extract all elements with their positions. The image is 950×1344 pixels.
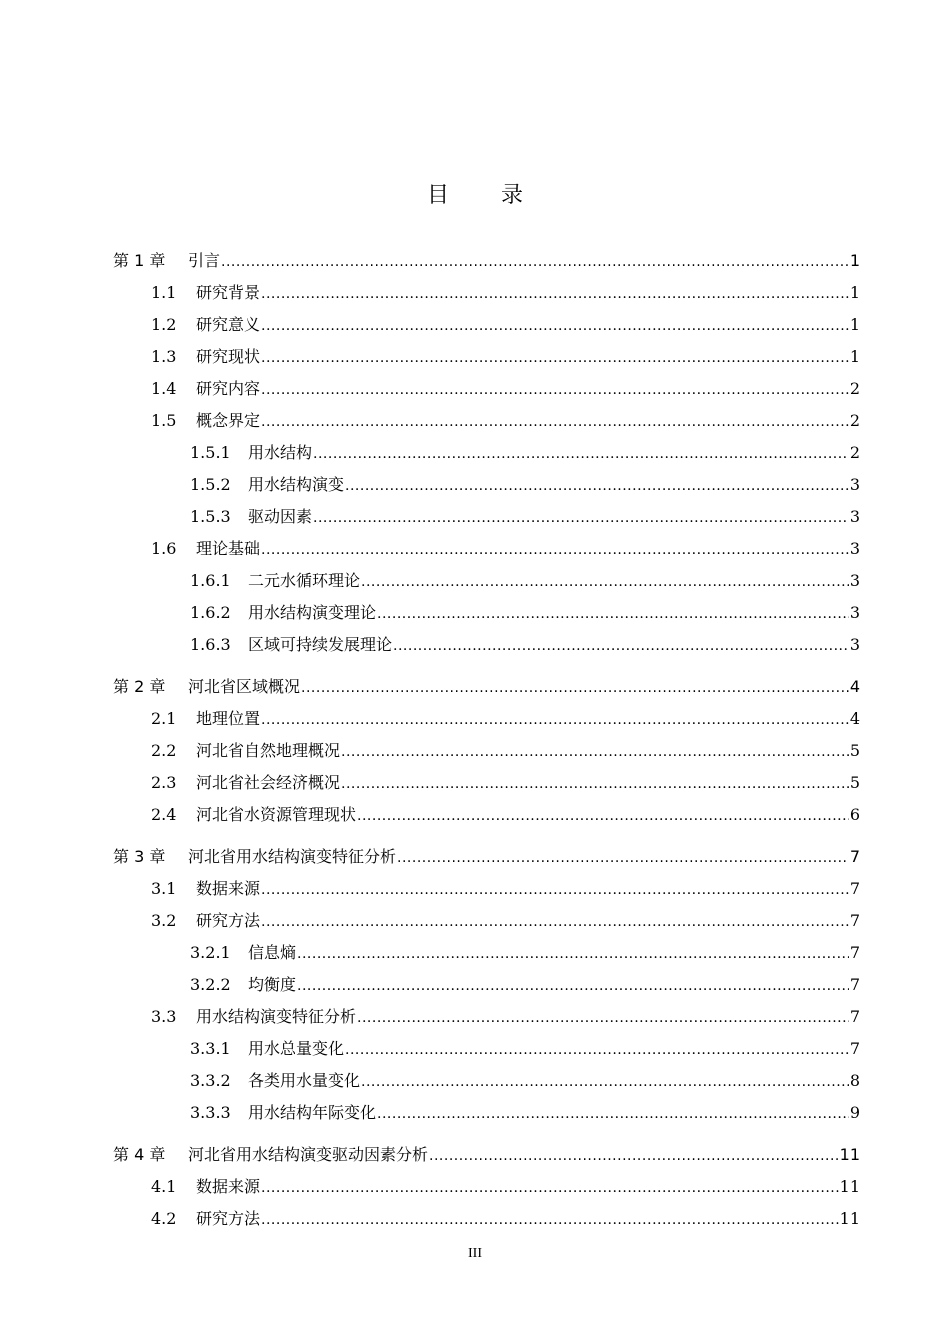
toc-entry-page: 3 — [849, 571, 860, 590]
toc-leader-dots — [345, 1039, 849, 1058]
toc-entry-number: 3.3.2 — [190, 1071, 231, 1090]
table-of-contents — [113, 248, 860, 1238]
toc-entry-title: 数据来源 — [196, 1177, 261, 1196]
toc-entry-title: 研究意义 — [196, 315, 261, 334]
toc-entry-number: 1.4 — [151, 379, 177, 398]
toc-entry-page: 2 — [849, 411, 860, 430]
toc-entry-page: 3 — [849, 539, 860, 558]
toc-leader-dots — [261, 315, 849, 334]
toc-title — [0, 178, 950, 209]
toc-title-left: 目 — [426, 183, 449, 208]
toc-leader-dots — [261, 347, 849, 366]
toc-leader-dots — [261, 539, 849, 558]
toc-entry-number: 1.5.1 — [190, 443, 231, 462]
toc-section-entry[interactable] — [113, 908, 860, 940]
toc-leader-dots — [341, 773, 849, 792]
toc-section-entry[interactable] — [113, 1100, 860, 1132]
toc-entry-number: 1.5 — [151, 411, 177, 430]
toc-entry-page: 3 — [849, 603, 860, 622]
toc-section-entry[interactable] — [113, 940, 860, 972]
toc-entry-number: 1.1 — [151, 283, 177, 302]
toc-section-entry[interactable] — [113, 706, 860, 738]
toc-leader-dots — [357, 805, 849, 824]
toc-entry-title: 数据来源 — [196, 879, 261, 898]
toc-entry-title: 各类用水量变化 — [248, 1071, 361, 1090]
toc-leader-dots — [313, 507, 849, 526]
toc-entry-number: 4.1 — [151, 1177, 177, 1196]
toc-leader-dots — [345, 475, 849, 494]
toc-entry-page: 4 — [849, 709, 860, 728]
toc-entry-number: 2.1 — [151, 709, 177, 728]
toc-entry-number: 3.2.1 — [190, 943, 231, 962]
toc-entry-title: 概念界定 — [196, 411, 261, 430]
toc-entry-title: 研究现状 — [196, 347, 261, 366]
toc-entry-title: 研究方法 — [196, 911, 261, 930]
toc-leader-dots — [377, 1103, 849, 1122]
toc-entry-page: 11 — [839, 1145, 860, 1164]
toc-entry-page: 5 — [849, 741, 860, 760]
toc-leader-dots — [377, 603, 849, 622]
toc-entry-number: 3.3.1 — [190, 1039, 231, 1058]
toc-entry-number: 2.3 — [151, 773, 177, 792]
toc-section-entry[interactable] — [113, 312, 860, 344]
toc-entry-title: 研究背景 — [196, 283, 261, 302]
toc-entry-title: 研究内容 — [196, 379, 261, 398]
toc-entry-title: 研究方法 — [196, 1209, 261, 1228]
toc-entry-number: 3.3 — [151, 1007, 177, 1026]
toc-section-entry[interactable] — [113, 472, 860, 504]
toc-leader-dots — [393, 635, 849, 654]
toc-section-entry[interactable] — [113, 802, 860, 834]
toc-leader-dots — [261, 879, 849, 898]
toc-leader-dots — [361, 571, 849, 590]
toc-entry-page: 11 — [839, 1177, 860, 1196]
toc-entry-title: 用水结构演变 — [248, 475, 345, 494]
toc-leader-dots — [297, 943, 849, 962]
toc-entry-title: 二元水循环理论 — [248, 571, 361, 590]
toc-entry-number: 3.2 — [151, 911, 177, 930]
toc-leader-dots — [261, 709, 849, 728]
toc-entry-page: 7 — [849, 847, 860, 866]
toc-section-entry[interactable] — [113, 568, 860, 600]
toc-entry-page: 1 — [849, 347, 860, 366]
toc-entry-title: 用水结构演变理论 — [248, 603, 377, 622]
toc-entry-page: 1 — [849, 283, 860, 302]
toc-section-entry[interactable] — [113, 876, 860, 908]
toc-leader-dots — [313, 443, 849, 462]
toc-entry-number: 第 1 章 — [113, 251, 166, 270]
toc-section-entry[interactable] — [113, 632, 860, 664]
toc-leader-dots — [397, 847, 849, 866]
toc-section-entry[interactable] — [113, 280, 860, 312]
toc-entry-page: 7 — [849, 879, 860, 898]
toc-entry-page: 3 — [849, 507, 860, 526]
toc-section-entry[interactable] — [113, 770, 860, 802]
toc-leader-dots — [261, 911, 849, 930]
toc-entry-number: 1.5.2 — [190, 475, 231, 494]
toc-entry-number: 1.6 — [151, 539, 177, 558]
toc-title-right: 录 — [501, 183, 524, 208]
toc-entry-title: 用水结构 — [248, 443, 313, 462]
toc-entry-page: 11 — [839, 1209, 860, 1228]
toc-entry-title: 河北省自然地理概况 — [196, 741, 341, 760]
toc-entry-number: 3.3.3 — [190, 1103, 231, 1122]
toc-entry-page: 3 — [849, 635, 860, 654]
toc-section-entry[interactable] — [113, 504, 860, 536]
toc-entry-page: 1 — [849, 251, 860, 270]
toc-leader-dots — [261, 379, 849, 398]
toc-entry-title: 用水总量变化 — [248, 1039, 345, 1058]
page-number-footer: III — [468, 1246, 482, 1261]
toc-section-entry[interactable] — [113, 600, 860, 632]
toc-entry-number: 1.3 — [151, 347, 177, 366]
toc-entry-title: 地理位置 — [196, 709, 261, 728]
toc-section-entry[interactable] — [113, 1174, 860, 1206]
toc-entry-page: 7 — [849, 1007, 860, 1026]
toc-entry-page: 7 — [849, 943, 860, 962]
toc-entry-title: 河北省社会经济概况 — [196, 773, 341, 792]
toc-section-entry[interactable] — [113, 344, 860, 376]
toc-section-entry[interactable] — [113, 972, 860, 1004]
toc-entry-page: 7 — [849, 975, 860, 994]
toc-entry-title: 河北省用水结构演变特征分析 — [188, 847, 397, 866]
toc-entry-page: 9 — [849, 1103, 860, 1122]
toc-entry-page: 7 — [849, 911, 860, 930]
toc-entry-title: 均衡度 — [248, 975, 297, 994]
toc-entry-number: 第 2 章 — [113, 677, 166, 696]
toc-chapter-entry[interactable] — [113, 1142, 860, 1174]
toc-entry-number: 4.2 — [151, 1209, 177, 1228]
toc-section-entry[interactable] — [113, 536, 860, 568]
toc-chapter-entry[interactable] — [113, 674, 860, 706]
toc-entry-title: 河北省用水结构演变驱动因素分析 — [188, 1145, 429, 1164]
toc-chapter-entry[interactable] — [113, 844, 860, 876]
toc-entry-number: 1.6.1 — [190, 571, 231, 590]
toc-entry-number: 1.6.3 — [190, 635, 231, 654]
toc-entry-title: 河北省水资源管理现状 — [196, 805, 357, 824]
toc-chapter-entry[interactable] — [113, 248, 860, 280]
toc-section-entry[interactable] — [113, 440, 860, 472]
toc-entry-page: 6 — [849, 805, 860, 824]
toc-entry-number: 3.2.2 — [190, 975, 231, 994]
toc-entry-page: 2 — [849, 443, 860, 462]
toc-leader-dots — [261, 1177, 839, 1196]
toc-leader-dots — [301, 677, 849, 696]
toc-entry-title: 用水结构演变特征分析 — [196, 1007, 357, 1026]
toc-entry-title: 河北省区域概况 — [188, 677, 301, 696]
toc-entry-title: 区域可持续发展理论 — [248, 635, 393, 654]
toc-leader-dots — [341, 741, 849, 760]
toc-section-entry[interactable] — [113, 1206, 860, 1238]
toc-entry-page: 7 — [849, 1039, 860, 1058]
toc-leader-dots — [361, 1071, 849, 1090]
toc-entry-number: 第 3 章 — [113, 847, 166, 866]
toc-entry-page: 2 — [849, 379, 860, 398]
toc-entry-number: 1.6.2 — [190, 603, 231, 622]
toc-entry-title: 信息熵 — [248, 943, 297, 962]
toc-section-entry[interactable] — [113, 738, 860, 770]
toc-section-entry[interactable] — [113, 376, 860, 408]
toc-entry-title: 用水结构年际变化 — [248, 1103, 377, 1122]
toc-entry-title: 理论基础 — [196, 539, 261, 558]
toc-section-entry[interactable] — [113, 1004, 860, 1036]
toc-leader-dots — [221, 251, 849, 270]
toc-entry-page: 5 — [849, 773, 860, 792]
toc-leader-dots — [261, 411, 849, 430]
toc-entry-title: 驱动因素 — [248, 507, 313, 526]
toc-entry-page: 1 — [849, 315, 860, 334]
toc-entry-number: 1.2 — [151, 315, 177, 334]
toc-entry-title: 引言 — [188, 251, 221, 270]
toc-entry-number: 3.1 — [151, 879, 177, 898]
toc-entry-page: 3 — [849, 475, 860, 494]
toc-section-entry[interactable] — [113, 408, 860, 440]
toc-leader-dots — [357, 1007, 849, 1026]
toc-entry-number: 2.4 — [151, 805, 177, 824]
toc-section-entry[interactable] — [113, 1036, 860, 1068]
toc-leader-dots — [261, 1209, 839, 1228]
toc-entry-number: 2.2 — [151, 741, 177, 760]
toc-section-entry[interactable] — [113, 1068, 860, 1100]
toc-entry-number: 第 4 章 — [113, 1145, 166, 1164]
toc-leader-dots — [261, 283, 849, 302]
toc-entry-page: 4 — [849, 677, 860, 696]
toc-entry-page: 8 — [849, 1071, 860, 1090]
toc-leader-dots — [297, 975, 849, 994]
toc-entry-number: 1.5.3 — [190, 507, 231, 526]
toc-leader-dots — [429, 1145, 839, 1164]
